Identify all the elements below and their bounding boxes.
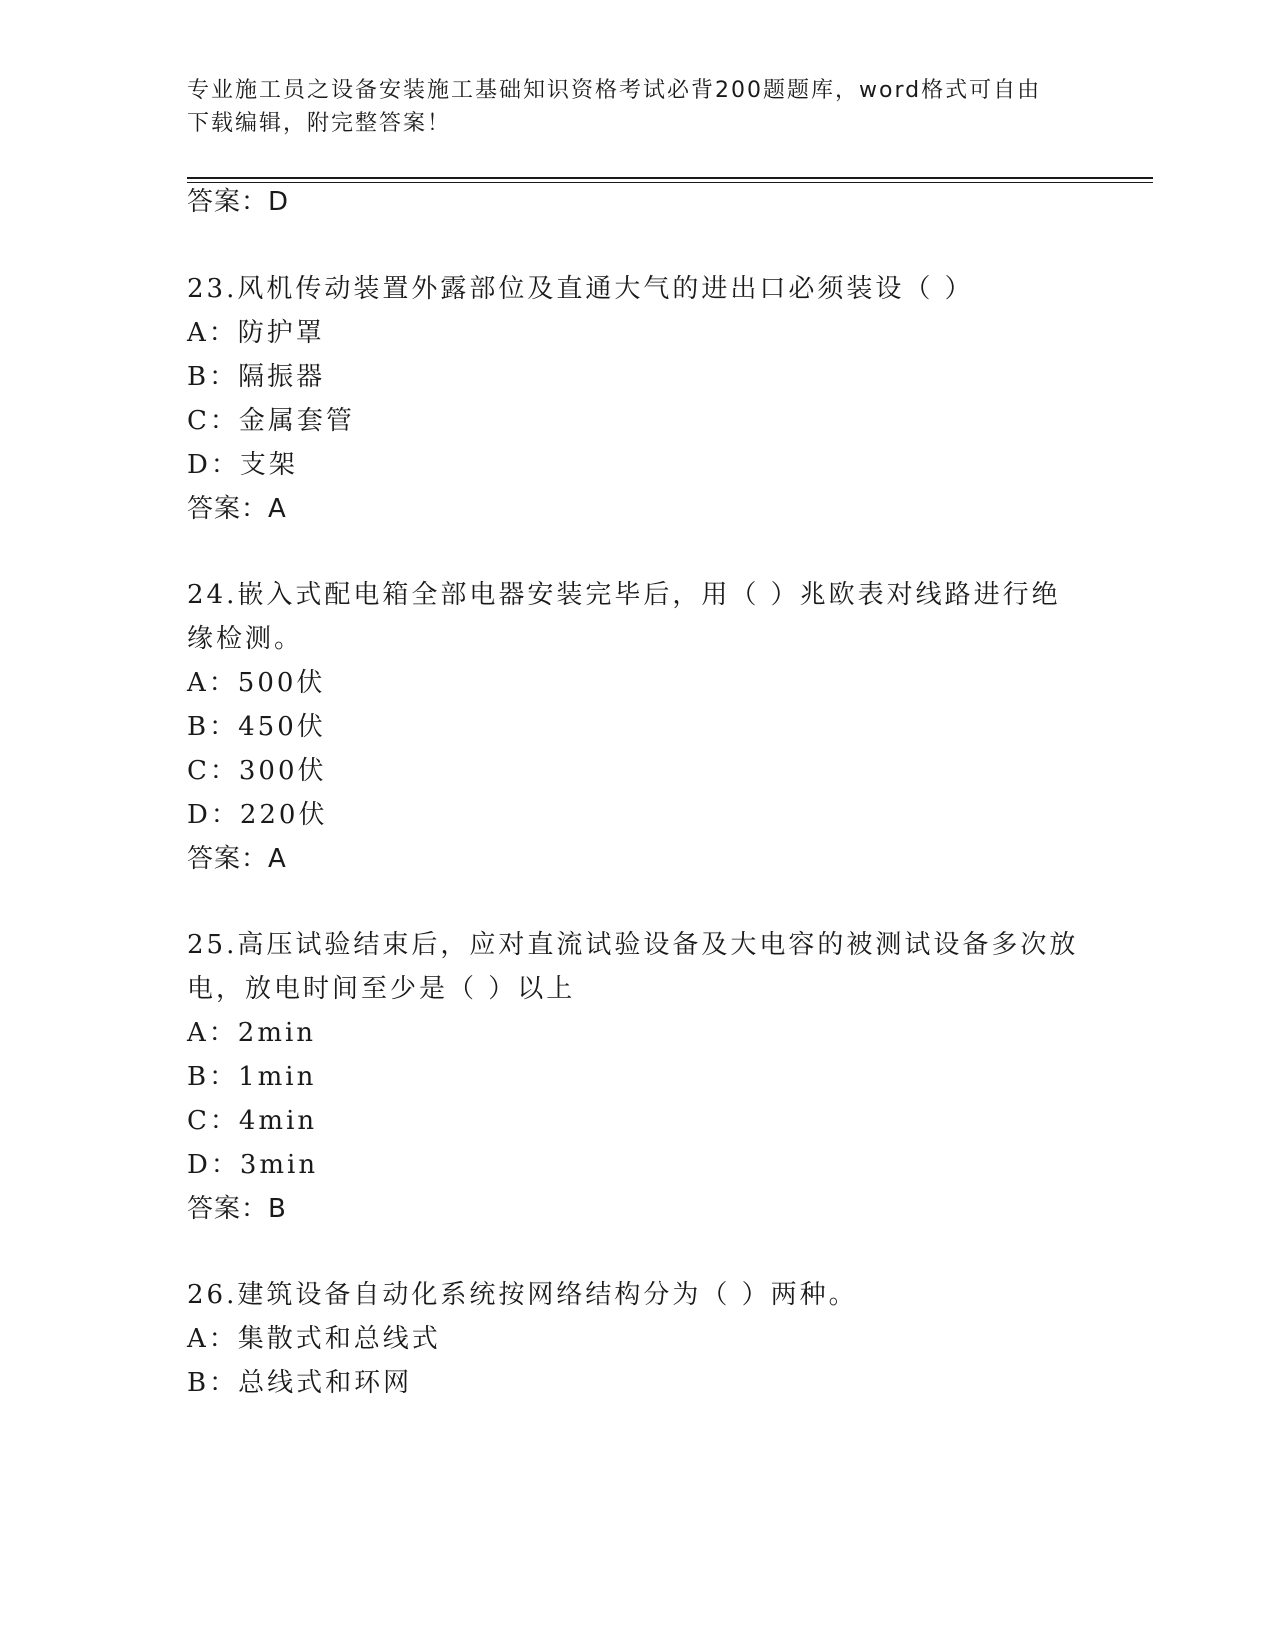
answer-q24: 答案：A <box>187 844 287 874</box>
question-25-text-line-2: 电，放电时间至少是（ ）以上 <box>187 974 576 1004</box>
answer-q22: 答案：D <box>187 187 290 217</box>
header-line-2: 下载编辑，附完整答案！ <box>187 111 452 136</box>
question-24-text-line-2: 缘检测。 <box>187 624 304 654</box>
header-divider-thin <box>187 182 1153 183</box>
header-line-1: 专业施工员之设备安装施工基础知识资格考试必背200题题库，word格式可自由 <box>187 78 1042 103</box>
header-divider-thick <box>187 177 1153 179</box>
question-24-option-a: A：500伏 <box>187 668 326 698</box>
question-23-option-c: C：金属套管 <box>187 406 355 436</box>
question-26-option-b: B：总线式和环网 <box>187 1368 413 1398</box>
question-26-text: 26.建筑设备自动化系统按网络结构分为（ ）两种。 <box>187 1280 858 1310</box>
question-23-option-d: D：支架 <box>187 450 298 480</box>
answer-q25: 答案：B <box>187 1194 287 1224</box>
question-23-option-b: B：隔振器 <box>187 362 326 392</box>
question-25-text-line-1: 25.高压试验结束后，应对直流试验设备及大电容的被测试设备多次放 <box>187 930 1079 960</box>
question-25-option-b: B：1min <box>187 1062 317 1092</box>
question-24-option-d: D：220伏 <box>187 800 328 830</box>
question-25-option-a: A：2min <box>187 1018 317 1048</box>
question-24-text-line-1: 24.嵌入式配电箱全部电器安装完毕后，用（ ）兆欧表对线路进行绝 <box>187 580 1061 610</box>
question-24-option-c: C：300伏 <box>187 756 327 786</box>
question-25-option-d: D：3min <box>187 1150 319 1180</box>
question-25-option-c: C：4min <box>187 1106 318 1136</box>
answer-q23: 答案：A <box>187 494 287 524</box>
question-23-option-a: A：防护罩 <box>187 318 325 348</box>
question-26-option-a: A：集散式和总线式 <box>187 1324 441 1354</box>
question-23-text: 23.风机传动装置外露部位及直通大气的进出口必须装设（ ） <box>187 274 974 304</box>
question-24-option-b: B：450伏 <box>187 712 326 742</box>
document-header <box>187 74 1087 140</box>
